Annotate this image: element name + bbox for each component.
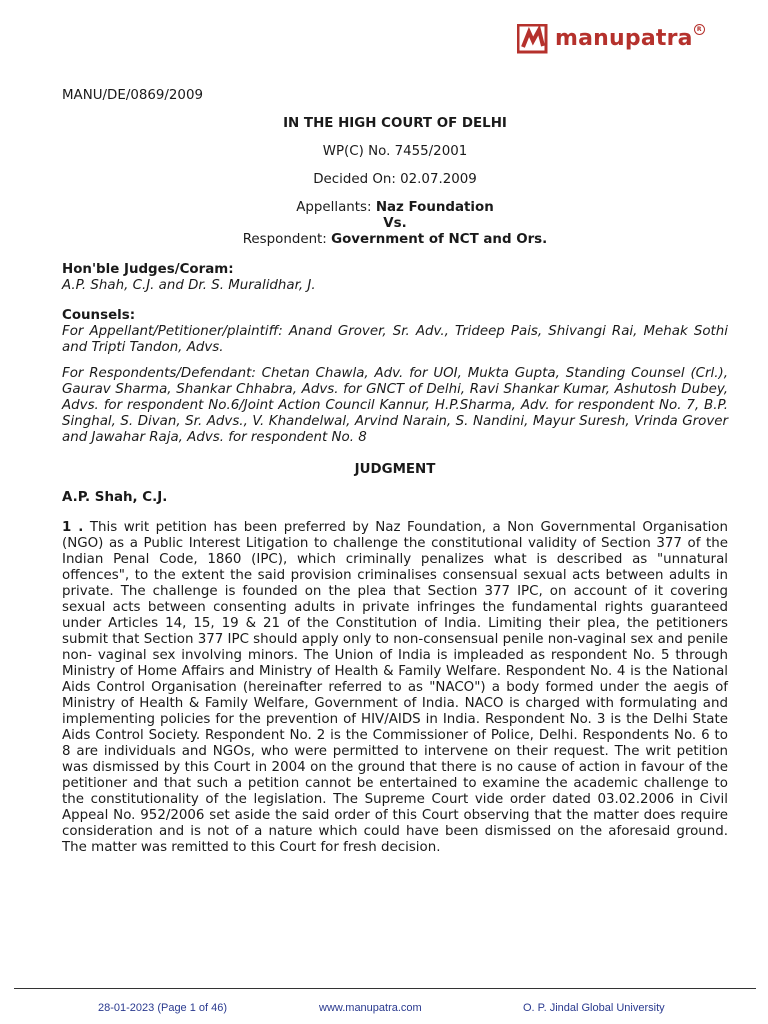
appellants-line: [62, 200, 728, 216]
court-name: IN THE HIGH COURT OF DELHI: [283, 116, 507, 131]
respondent-line: [62, 232, 728, 248]
respondent-label: Respondent:: [242, 232, 327, 247]
footer-date-page: 28-01-2023 (Page 1 of 46): [98, 1002, 228, 1014]
respondent-name: Government of NCT and Ors.: [331, 232, 548, 247]
paragraph-1: [62, 520, 728, 856]
manupatra-logo: [517, 22, 702, 56]
registered-mark-icon: R: [694, 24, 705, 35]
footer-website: www.manupatra.com: [319, 1002, 422, 1014]
appellants-label: Appellants:: [296, 200, 372, 215]
document-body: [62, 88, 728, 856]
logo-text: manupatra: [555, 26, 693, 51]
decided-on: Decided On: 02.07.2009: [313, 172, 477, 187]
citation: MANU/DE/0869/2009: [62, 88, 203, 103]
footer-institution: O. P. Jindal Global University: [523, 1002, 665, 1014]
counsel-appellant: For Appellant/Petitioner/plaintiff: Anand Grover, Sr. Adv., Trideep Pais, Shivangi Rai, Mehak Sothi and Tripti Tandon, Advs.: [62, 324, 728, 355]
versus: Vs.: [383, 216, 407, 231]
parties: [62, 200, 728, 248]
manupatra-logo-icon: [517, 24, 551, 54]
footer-divider: [14, 988, 756, 989]
counsel-respondents: For Respondents/Defendant: Chetan Chawla, Adv. for UOI, Mukta Gupta, Standing Counsel (Crl.), Gaurav Sharma, Shankar Chhabra, Advs. for GNCT of Delhi, Ravi Shankar Kumar, Ashutosh Dubey, Advs. for respondent No.6/Joint Action Council Kannur, H.P.Sharma, Adv. for respondent No. 7, B.P. Singhal, S. Divan, Sr. Advs., V. Khandelwal, Arvind Narain, S. Nandini, Mayur Suresh, Vrinda Grover and Jawahar Raja, Advs. for respondent No. 8: [62, 366, 728, 445]
judges-names: A.P. Shah, C.J. and Dr. S. Muralidhar, J.: [62, 278, 316, 293]
case-number: WP(C) No. 7455/2001: [322, 144, 468, 159]
paragraph-number: 1 .: [62, 520, 84, 535]
judgment-heading: JUDGMENT: [354, 462, 436, 477]
counsels-heading: Counsels:: [62, 308, 136, 323]
appellants-name: Naz Foundation: [375, 200, 494, 215]
paragraph-text: This writ petition has been preferred by Naz Foundation, a Non Governmental Organisation (NGO) as a Public Interest Litigation to challenge the constitutional validity of Section 377 of the Indian Penal Code, 1860 (IPC), which criminally penalizes what is described as "unnatural offences", to the extent the said provision criminalises consensual sexual acts between adults in private. The challenge is founded on the plea that Section 377 IPC, on account of it covering sexual acts between consenting adults in private infringes the fundamental rights guaranteed under Articles 14, 15, 19 & 21 of the Constitution of India. Limiting their plea, the petitioners submit that Section 377 IPC should apply only to non-consensual penile non-vaginal sex and penile non- vaginal sex involving minors. The Union of India is impleaded as respondent No. 5 through Ministry of Home Affairs and Ministry of Health & Family Welfare. Respondent No. 4 is the National Aids Control Organisation (hereinafter referred to as "NACO") a body formed under the aegis of Ministry of Health & Family Welfare, Government of India. NACO is charged with formulating and implementing policies for the prevention of HIV/AIDS in India. Respondent No. 3 is the Delhi State Aids Control Society. Respondent No. 2 is the Commissioner of Police, Delhi. Respondents No. 6 to 8 are individuals and NGOs, who were permitted to intervene on their request. The writ petition was dismissed by this Court in 2004 on the ground that there is no cause of action in favour of the petitioner and that such a petition cannot be entertained to examine the academic challenge to the constitutionality of the legislation. The Supreme Court vide order dated 03.02.2006 in Civil Appeal No. 952/2006 set aside the said order of this Court observing that the matter does require consideration and is not of a nature which could have been dismissed on the aforesaid ground. The matter was remitted to this Court for fresh decision.: [62, 520, 728, 855]
judges-heading: Hon'ble Judges/Coram:: [62, 262, 234, 277]
judgment-author: A.P. Shah, C.J.: [62, 490, 168, 505]
